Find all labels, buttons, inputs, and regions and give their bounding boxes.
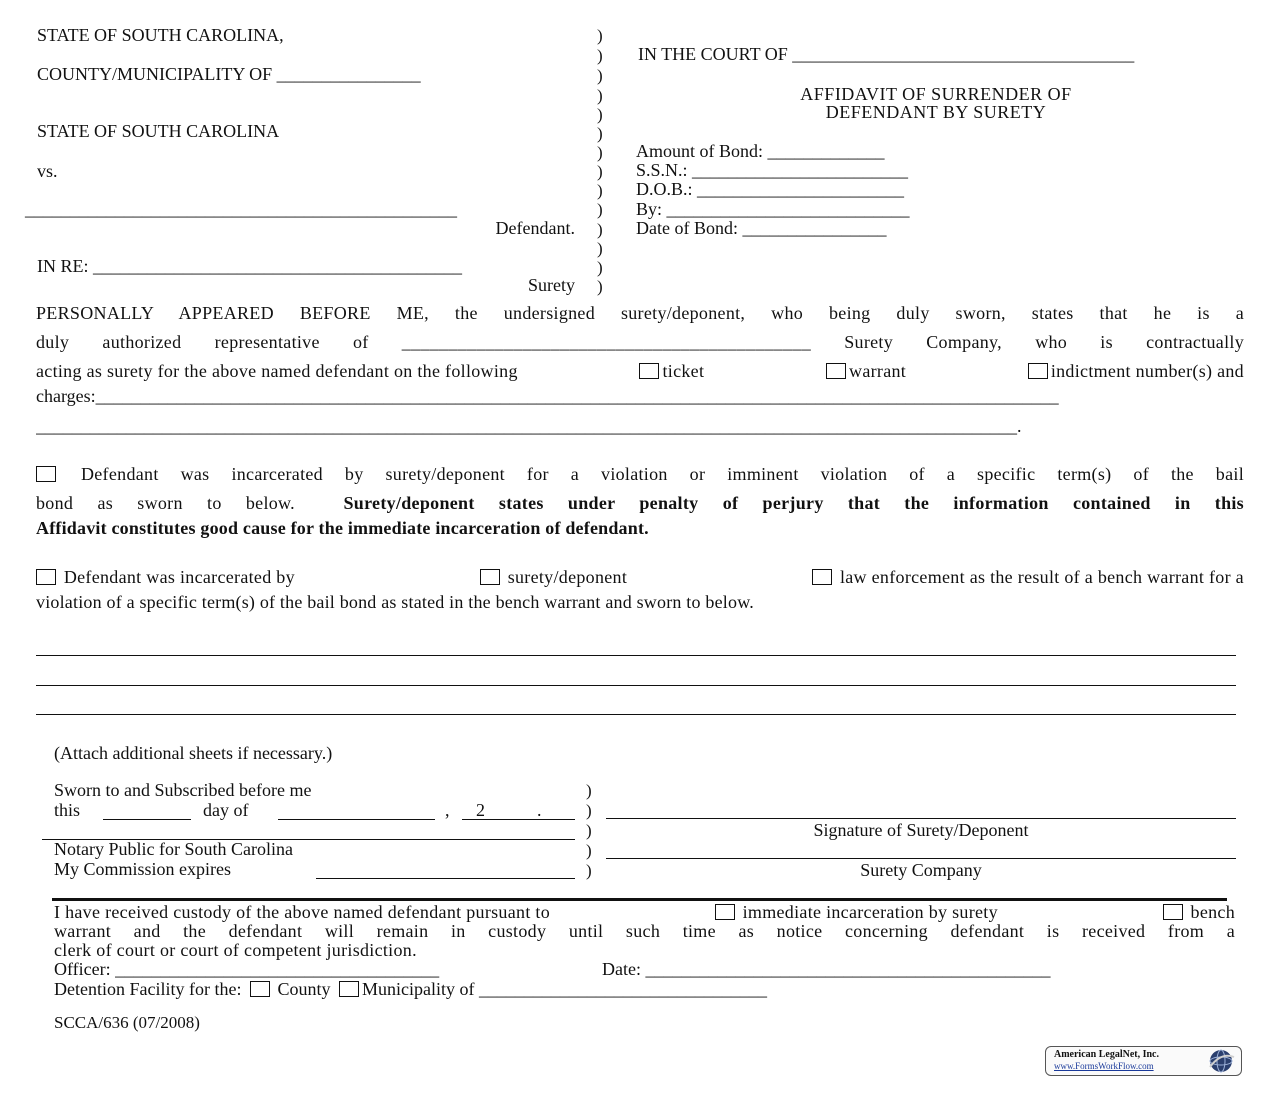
custody-line1-a: I have received custody of the above named defendant pursuant to [54, 902, 551, 922]
custody-line1 [54, 902, 1235, 923]
paren: ) [586, 841, 592, 860]
officer-line[interactable]: Officer: ____________________________________ [54, 959, 440, 979]
county-checkbox[interactable] [250, 981, 270, 997]
commission-label: My Commission expires [54, 859, 232, 879]
p2-line1 [36, 460, 1244, 489]
day-field[interactable] [103, 819, 191, 820]
paren: ) [597, 258, 603, 277]
paren: ) [597, 220, 603, 239]
caption-county: COUNTY/MUNICIPALITY OF ________________ [37, 64, 421, 84]
warrant-label: warrant [849, 361, 907, 381]
paren: ) [597, 162, 603, 181]
form-id: SCCA/636 (07/2008) [54, 1013, 200, 1032]
notary-public-label: Notary Public for South Carolina [54, 839, 293, 859]
p1-line3-prefix: acting as surety for the above named defendant on the following [36, 361, 518, 381]
amount-of-bond: Amount of Bond: _____________ [636, 141, 885, 161]
detention-label: Detention Facility for the: [54, 979, 242, 999]
in-re-line: IN RE: _________________________________________ [37, 256, 462, 276]
by-line: By: ___________________________ [636, 199, 910, 219]
immediate-custody-checkbox[interactable] [715, 904, 735, 920]
immediate-incarceration-checkbox[interactable] [36, 466, 56, 482]
court-line: IN THE COURT OF ______________________________________ [638, 44, 1135, 64]
p3-line2: violation of a specific term(s) of the bail bond as stated in the bench warrant and sworn to below. [36, 592, 754, 612]
p2-line1-text: Defendant was incarcerated by surety/deponent for a violation or imminent violation of a specific term(s) of the bail [80, 464, 1244, 484]
county-label: County [277, 979, 331, 999]
commission-expires-field[interactable] [316, 878, 575, 879]
municipality-checkbox[interactable] [339, 981, 359, 997]
p1-line3 [36, 357, 1244, 386]
p3-c-text: law enforcement as the result of a bench warrant for a [839, 567, 1244, 587]
paren: ) [597, 124, 603, 143]
form-title-line2: DEFENDANT BY SURETY [825, 102, 1047, 122]
comma: , [445, 800, 450, 820]
surety-deponent-checkbox[interactable] [480, 569, 500, 585]
bench-warrant-checkbox[interactable] [36, 569, 56, 585]
dob-line: D.O.B.: _______________________ [636, 179, 905, 199]
law-enforcement-checkbox[interactable] [812, 569, 832, 585]
paren: ) [597, 86, 603, 105]
paren: ) [597, 277, 603, 296]
ticket-checkbox[interactable] [639, 363, 659, 379]
p3-b [480, 563, 627, 592]
surety-company-label: Surety Company [860, 860, 982, 880]
p3-line1 [36, 563, 1244, 592]
paren: ) [586, 781, 592, 800]
indictment-label: indictment number(s) and [1050, 361, 1244, 381]
date-line[interactable]: Date: _____________________________________________ [602, 959, 1051, 979]
p1-line2: duly authorized representative of ____________________________________________ Surety Company, who is contractually [36, 332, 1244, 352]
p2-line2-bold: Surety/deponent states under penalty of perjury that the information contained in this [343, 493, 1244, 513]
p3-a [36, 563, 295, 592]
year-prefix: 2 [476, 800, 485, 820]
paren: ) [586, 821, 592, 840]
p2-line3 [36, 518, 649, 539]
custody-line2: warrant and the defendant will remain in custody until such time as notice concerning defendant is received from a [54, 921, 1235, 941]
sworn-text: Sworn to and Subscribed before me [54, 780, 312, 800]
custody-divider [52, 898, 1227, 901]
caption-state: STATE OF SOUTH CAROLINA, [37, 25, 284, 45]
defendant-name-line: ________________________________________________ [25, 199, 457, 219]
surety-company-line[interactable] [606, 858, 1236, 859]
p1-line1: PERSONALLY APPEARED BEFORE ME, the undersigned surety/deponent, who being duly sworn, states that he is a [36, 303, 1244, 323]
signature-label: Signature of Surety/Deponent [813, 820, 1029, 840]
warrant-checkbox[interactable] [826, 363, 846, 379]
logo-url[interactable]: www.FormsWorkFlow.com [1054, 1061, 1154, 1071]
blank-line-3[interactable] [36, 714, 1236, 715]
opt-indictment[interactable] [1028, 357, 1244, 386]
charges-line[interactable]: charges:___________________________________________________________________________________________________________ [36, 386, 1059, 406]
immediate-option [715, 902, 998, 923]
detention-line [54, 979, 767, 1000]
globe-icon [1204, 1048, 1238, 1074]
blank-line-1[interactable] [36, 655, 1236, 656]
day-of-label: day of [203, 800, 249, 820]
custody-line1-b: immediate incarceration by surety [742, 902, 998, 922]
indictment-checkbox[interactable] [1028, 363, 1048, 379]
p3-a-text: Defendant was incarcerated by [63, 567, 295, 587]
american-legalnet-logo[interactable] [1045, 1046, 1242, 1076]
custody-line3: clerk of court or court of competent jurisdiction. [54, 940, 417, 960]
paren: ) [597, 200, 603, 219]
defendant-label: Defendant. [495, 218, 575, 238]
surety-signature-line[interactable] [606, 818, 1236, 819]
month-field[interactable] [278, 819, 435, 820]
paren: ) [597, 105, 603, 124]
paren: ) [597, 181, 603, 200]
paren: ) [586, 861, 592, 880]
custody-line1-c: bench [1190, 902, 1235, 922]
paren: ) [597, 46, 603, 65]
caption-state-plaintiff: STATE OF SOUTH CAROLINA [37, 121, 280, 141]
p3-c [812, 563, 1244, 592]
blank-line-2[interactable] [36, 685, 1236, 686]
date-of-bond: Date of Bond: ________________ [636, 218, 887, 238]
p2-line2-normal: bond as sworn to below. [36, 493, 295, 513]
p3-b-text: surety/deponent [507, 567, 628, 587]
ticket-label: ticket [662, 361, 705, 381]
paren: ) [597, 143, 603, 162]
surety-label: Surety [528, 275, 575, 295]
attach-note: (Attach additional sheets if necessary.) [54, 743, 333, 763]
paren: ) [597, 239, 603, 258]
bench-option [1163, 902, 1235, 923]
paren: ) [597, 26, 603, 45]
caption-vs: vs. [37, 161, 58, 181]
period: . [537, 800, 542, 820]
paren: ) [597, 66, 603, 85]
p2-line2 [36, 489, 1244, 518]
paren: ) [586, 801, 592, 820]
opt-ticket[interactable] [639, 357, 704, 386]
opt-warrant[interactable] [826, 357, 906, 386]
this-label: this [54, 800, 81, 820]
bench-custody-checkbox[interactable] [1163, 904, 1183, 920]
charges-line2[interactable]: _____________________________________________________________________________________________________________. [36, 416, 1022, 436]
ssn-line: S.S.N.: ________________________ [636, 160, 909, 180]
p2-line3-bold: Affidavit constitutes good cause for the immediate incarceration of defendant. [36, 518, 649, 538]
municipality-label: Municipality of ________________________________ [361, 979, 767, 999]
logo-name: American LegalNet, Inc. [1054, 1049, 1159, 1060]
form-title-line1: AFFIDAVIT OF SURRENDER OF [800, 84, 1072, 104]
